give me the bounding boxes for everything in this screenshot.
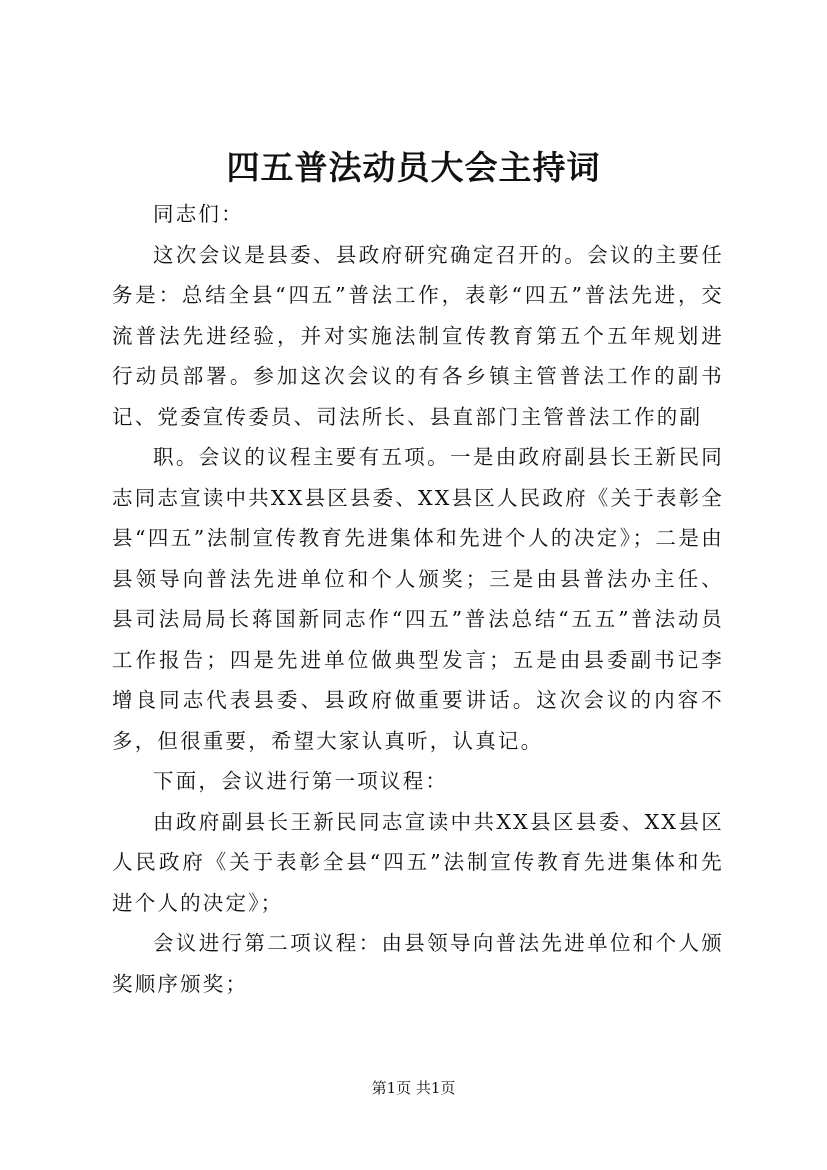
paragraph-first-item-intro: 下面，会议进行第一项议程： <box>153 769 449 793</box>
paragraph-agenda: 职。会议的议程主要有五项。一是由政府副县长王新民同志同志宣读中共XX县区县委、XX县区人民政府《关于表彰全县“四五”法制宣传教育先进集体和先进个人的决定》；二是由县领导向普法先进单位和个人颁奖；三是由县普法办主任、县司法局局长蒋国新同志作“四五”普法总结“五五”普法动员工作报告；四是先进单位做典型发言；五是由县委副书记李增良同志代表县委、县政府做重要讲话。这次会议的内容不多，但很重要，希望大家认真听，认真记。 <box>112 445 724 753</box>
paragraph-second-item: 会议进行第二项议程：由县领导向普法先进单位和个人颁奖顺序颁奖； <box>112 931 724 996</box>
paragraph-meeting-purpose: 这次会议是县委、县政府研究确定召开的。会议的主要任务是：总结全县“四五”普法工作，表彰“四五”普法先进，交流普法先进经验，并对实施法制宣传教育第五个五年规划进行动员部署。参加这次会议的有各乡镇主管普法工作的副书记、党委宣传委员、司法所长、县直部门主管普法工作的副 <box>112 242 724 429</box>
document-title: 四五普法动员大会主持词 <box>226 148 601 187</box>
document-body <box>112 194 724 1004</box>
paragraph-salutation: 同志们： <box>153 202 244 226</box>
page-footer: 第1页 共1页 <box>371 1079 456 1097</box>
paragraph-first-item: 由政府副县长王新民同志宣读中共XX县区县委、XX县区人民政府《关于表彰全县“四五”法制宣传教育先进集体和先进个人的决定》； <box>112 809 724 915</box>
